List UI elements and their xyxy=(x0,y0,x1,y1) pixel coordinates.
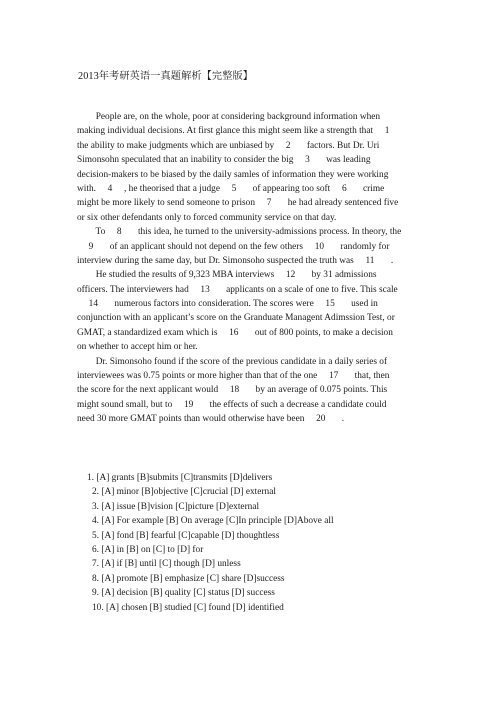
passage-line: officers. The interviewers had 13 applicants on a scale of one to five. This scale xyxy=(77,284,398,295)
passage-line: People are, on the whole, poor at considering background information when xyxy=(77,112,381,122)
option-item: 3. [A] issue [B]vision [C]picture [D]external xyxy=(92,501,260,512)
option-item: 10. [A] chosen [B] studied [C] found [D] identified xyxy=(92,602,284,613)
passage-line: interview during the same day, but Dr. Simonsoho suspected the truth was 11 . xyxy=(77,255,394,266)
option-item: 6. [A] in [B] on [C] to [D] for xyxy=(92,544,204,555)
passage-line: making individual decisions. At first glance this might seem like a strength that 1 xyxy=(77,126,390,137)
option-item: 4. [A] For example [B] On average [C]In principle [D]Above all xyxy=(92,516,334,527)
option-item: 7. [A] if [B] until [C] though [D] unless xyxy=(92,559,241,570)
passage-line: decision-makers to be biased by the daily samles of information they were working xyxy=(77,169,389,180)
answer-options xyxy=(87,471,334,615)
passage-line: Dr. Simonsoho found if the score of the previous candidate in a daily series of xyxy=(77,356,388,367)
document-title: 2013年考研英语一真题解析【完整版】 xyxy=(78,71,254,82)
passage-line: conjunction with an applicant’s score on the Granduate Managent Adimssion Test, or xyxy=(77,313,395,324)
passage-line: 9 of an applicant should not depend on the few others 10 randomly for xyxy=(77,241,390,252)
passage-line: might be more likely to send someone to prison 7 he had already sentenced five xyxy=(77,198,399,209)
passage-line: or six other defendants only to forced community service on that day. xyxy=(77,212,337,223)
passage-line: interviewees was 0.75 points or more higher than that of the one 17 that, then xyxy=(77,371,390,382)
passage-line: Simonsohn speculated that an inability to consider the big 3 was leading xyxy=(77,155,371,166)
passage-line: He studied the results of 9,323 MBA interviews 12 by 31 admissions xyxy=(77,270,377,281)
passage-line: on whether to accept him or her. xyxy=(77,342,198,353)
option-item: 9. [A] decision [B] quality [C] status [D] success xyxy=(92,588,275,599)
passage-line: need 30 more GMAT points than would otherwise have been 20 . xyxy=(77,414,345,425)
passage-line: GMAT, a standardized exam which is 16 out of 800 points, to make a decision xyxy=(77,327,393,338)
option-item: 1. [A] grants [B]submits [C]transmits [D]delivers xyxy=(87,473,273,483)
passage xyxy=(77,110,421,427)
passage-line: might sound small, but to 19 the effects of such a decrease a candidate could xyxy=(77,399,387,410)
option-item: 2. [A] minor [B]objective [C]crucial [D] external xyxy=(92,487,276,498)
passage-line: the score for the next applicant would 18 by an average of 0.075 points. This xyxy=(77,385,388,396)
option-item: 8. [A] promote [B] emphasize [C] share [D]success xyxy=(92,573,285,584)
passage-line: 14 numerous factors into consideration. The scores were 15 used in xyxy=(77,299,378,310)
passage-line: the ability to make judgments which are unbiased by 2 factors. But Dr. Uri xyxy=(77,140,380,151)
passage-line: with. 4 , he theorised that a judge 5 of appearing too soft 6 crime xyxy=(77,183,385,194)
option-item: 5. [A] fond [B] fearful [C]capable [D] thoughtless xyxy=(92,530,280,541)
passage-line: To 8 this idea, he turned to the university-admissions process. In theory, the xyxy=(77,227,402,238)
